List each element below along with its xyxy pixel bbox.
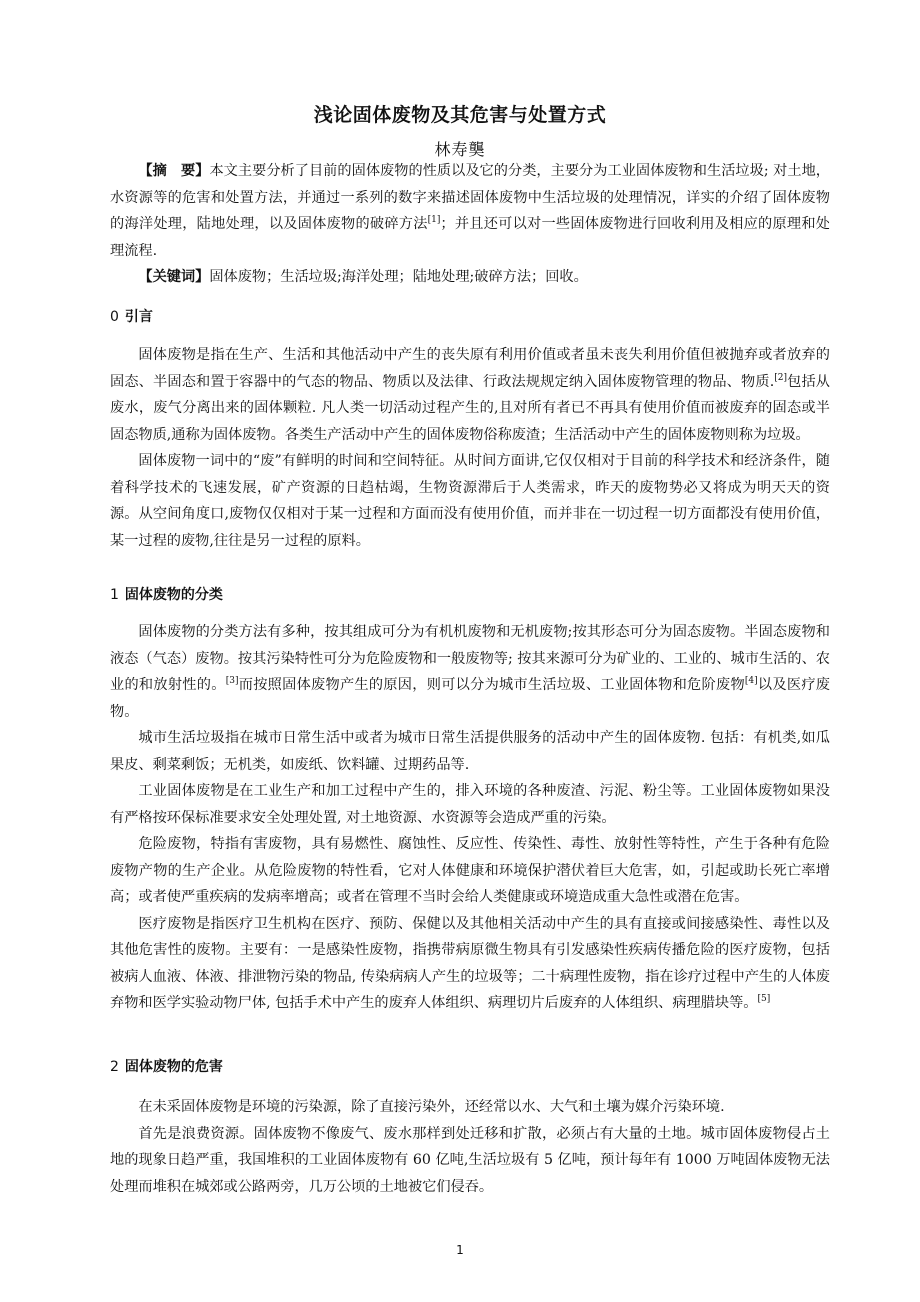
classification-paragraph-3: 工业固体废物是在工业生产和加工过程中产生的，排入环境的各种废渣、污泥、粉尘等。工业固体废物如果没有严格按环保标准要求安全处理处置, 对土地资源、水资源等会造成严重的污染。	[110, 783, 830, 826]
citation-ref: [4]	[744, 676, 758, 686]
harm-block	[110, 1094, 830, 1200]
intro-paragraph-2: 固体废物一词中的“废”有鲜明的时间和空间特征。从时间方面讲,它仅仅相对于目前的科学技术和经济条件，随着科学技术的飞速发展，矿产资源的日趋枯竭，生物资源滞后于人类需求，昨天的废物势必又将成为明天天的资源。从空间角度口,废物仅仅相对于某一过程和方面而没有使用价值，而并非在一切过程一切方面都没有使用价值，某一过程的废物,往往是另一过程的原料。	[110, 453, 830, 549]
keywords-label: 【关键词】	[138, 269, 210, 285]
section-title: 固体废物的危害	[124, 1059, 223, 1075]
citation-ref: [3]	[225, 676, 239, 686]
section-number: 1	[110, 587, 119, 603]
document-title: 浅论固体废物及其危害与处置方式	[313, 104, 607, 126]
intro-block	[110, 342, 830, 554]
abstract-block	[110, 158, 830, 291]
section-title: 固体废物的分类	[124, 587, 223, 603]
author-name: 林寿龑	[434, 140, 486, 159]
classification-paragraph-4: 危险废物，特指有害废物，具有易燃性、腐蚀性、反应性、传染性、毒性、放射性等特性，产生于各种有危险废物产物的生产企业。从危险废物的特性看，它对人体健康和环境保护潜伏着巨大危害，如，引起或助长死亡率增高；或者使严重疾病的发病率增高；或者在管理不当时会给人类健康或环境造成重大急性或潜在危害。	[110, 836, 830, 905]
abstract-text: 本文主要分析了目前的固体废物的性质以及它的分类，主要分为工业固体废物和生活垃圾; 对土地，水资源等的危害和处置方法，并通过一系列的数字来描述固体废物中生活垃圾的处理情况，详实的介绍了固体废物的海洋处理，陆地处理，以及固体废物的破碎方法	[110, 163, 830, 232]
page-number: 1	[456, 1243, 464, 1257]
section-number: 2	[110, 1059, 119, 1075]
intro-text-continued: 包括从废水，废气分离出来的固体颗粒. 凡人类一切活动过程产生的,且对所有者已不再具有使用价值而被废弃的固态或半固态物质,通称为固体废物。各类生产活动中产生的固体废物俗称废渣；生活活动中产生的固体废物则称为垃圾。	[110, 373, 830, 443]
classification-text: 医疗废物是指医疗卫生机构在医疗、预防、保健以及其他相关活动中产生的具有直接或间接感染性、毒性以及其他危害性的废物。主要有：一是感染性废物，指携带病原微生物具有引发感染性疾病传播危险的医疗废物，包括被病人血液、体液、排泄物污染的物品, 传染病病人产生的垃圾等；二十病理性废物，指在诊疗过程中产生的人体废弃物和医学实验动物尸体, 包括手术中产生的废弃人体组织、病理切片后废弃的人体组织、病理腊块等。	[110, 915, 830, 1011]
section-heading-classification	[110, 584, 223, 604]
citation-ref: [1]	[427, 215, 441, 225]
citation-ref: [5]	[757, 994, 771, 1004]
harm-paragraph-1: 在未采固体废物是环境的污染源，除了直接污染外，还经常以水、大气和土壤为媒介污染环境.	[138, 1099, 725, 1115]
citation-ref: [2]	[774, 372, 787, 383]
abstract-paragraph	[110, 158, 830, 264]
abstract-label: 【摘 要】	[138, 163, 210, 179]
classification-text-end: 以及医疗废物。	[110, 677, 830, 720]
abstract-text-continued: ；并且还可以对一些固体废物进行回收利用及相应的原理和处理流程.	[110, 216, 830, 259]
section-heading-harm	[110, 1056, 223, 1076]
classification-text: 固体废物的分类方法有多种，按其组成可分为有机机废物和无机废物;按其形态可分为固态废物。半固态废物和液态（气态）废物。按其污染特性可分为危险废物和一般废物等; 按其来源可分为矿业的、工业的、城市生活的、农业的和放射性的。	[110, 624, 830, 693]
section-heading-intro	[110, 306, 153, 326]
harm-paragraph-2: 首先是浪费资源。固体废物不像废气、废水那样到处迁移和扩散，必须占有大量的土地。城市固体废物侵占土地的现象日趋严重，我国堆积的工业固体废物有 60 亿吨,生活垃圾有 5 亿吨，预计每年有 1000 万吨固体废物无法处理而堆积在城郊或公路两旁，几万公顷的土地被它们侵吞。	[110, 1125, 830, 1195]
section-number: 0	[110, 309, 119, 325]
keywords-paragraph	[110, 264, 830, 291]
classification-paragraph-2: 城市生活垃圾指在城市日常生活中或者为城市日常生活提供服务的活动中产生的固体废物. 包括：有机类,如瓜果皮、剩菜剩饭；无机类，如废纸、饮料罐、过期药品等.	[110, 730, 830, 773]
classification-paragraph-5	[110, 911, 830, 1017]
classification-block	[110, 619, 830, 1017]
keywords-text: 固体废物；生活垃圾;海洋处理；陆地处理;破碎方法；回收。	[209, 269, 588, 285]
section-title: 引言	[124, 309, 153, 325]
intro-text: 固体废物是指在生产、生活和其他活动中产生的丧失原有利用价值或者虽未丧失利用价值但被抛弃或者放弃的固态、半固态和置于容器中的气态的物品、物质以及法律、行政法规规定纳入固体废物管理的物品、物质.	[110, 347, 830, 390]
classification-text-continued: 而按照固体废物产生的原因，则可以分为城市生活垃圾、工业固体物和危阶废物	[238, 677, 745, 693]
intro-paragraph-1	[110, 342, 830, 448]
classification-paragraph-1	[110, 619, 830, 725]
